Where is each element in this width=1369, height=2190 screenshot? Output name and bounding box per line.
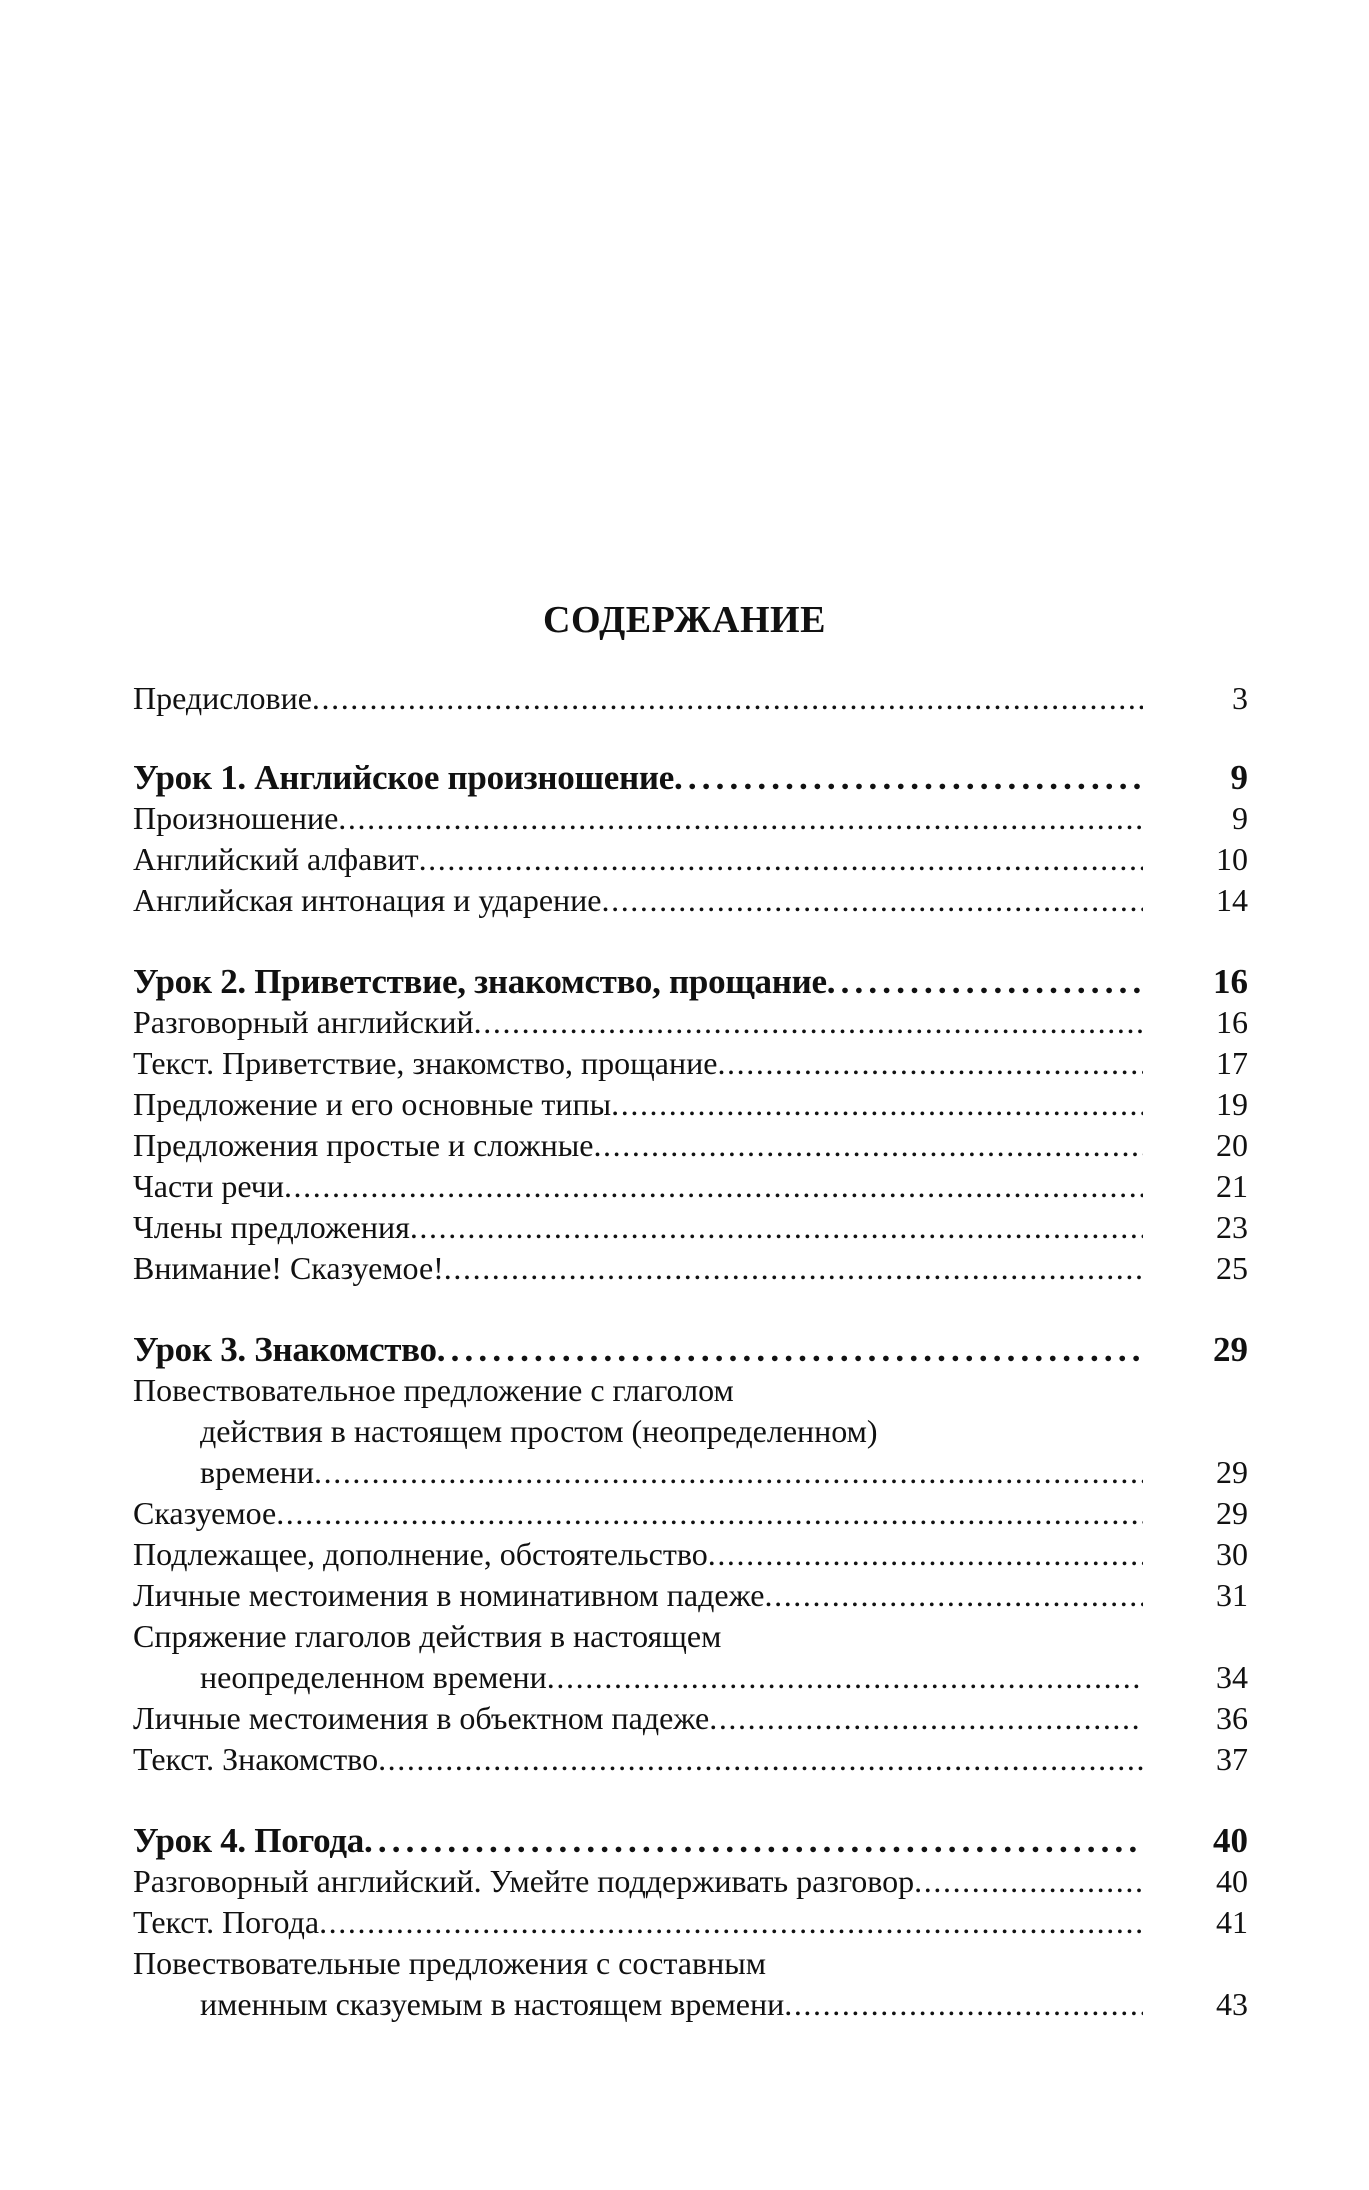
dot-leader xyxy=(319,1902,1143,1943)
toc-entry[interactable] xyxy=(133,1002,1248,1043)
toc-entry[interactable] xyxy=(133,1657,1248,1698)
toc-title: СОДЕРЖАНИЕ xyxy=(543,599,826,641)
toc-entry[interactable] xyxy=(133,1084,1248,1125)
toc-page-number: 17 xyxy=(1216,1045,1248,1081)
dot-leader xyxy=(410,1207,1143,1248)
dot-leader xyxy=(709,1698,1143,1739)
toc-lesson-label: Урок 1. Английское произношение xyxy=(133,758,674,797)
dot-leader xyxy=(602,880,1144,921)
toc-entry-label: Части речи xyxy=(133,1168,284,1204)
dot-leader xyxy=(717,1043,1143,1084)
toc-page-number: 40 xyxy=(1216,1863,1248,1899)
toc-entry-preface[interactable] xyxy=(133,678,1248,719)
toc-page-number: 29 xyxy=(1216,1454,1248,1490)
toc-lesson-label: Урок 3. Знакомство xyxy=(133,1330,437,1369)
toc-page-number: 29 xyxy=(1216,1495,1248,1531)
toc-page-number: 14 xyxy=(1216,882,1248,918)
dot-leader xyxy=(547,1657,1143,1698)
toc-entry-label: Разговорный английский xyxy=(133,1004,474,1040)
dot-leader xyxy=(674,757,1143,798)
toc-entry-label: Сказуемое xyxy=(133,1495,277,1531)
dot-leader xyxy=(276,1493,1143,1534)
dot-leader xyxy=(827,961,1143,1002)
toc-entry[interactable] xyxy=(133,1043,1248,1084)
toc-entry[interactable] xyxy=(133,798,1248,839)
toc-entry-label: Текст. Погода xyxy=(133,1904,320,1940)
dot-leader xyxy=(444,1248,1143,1289)
toc-entry[interactable] xyxy=(133,1575,1248,1616)
toc-entry-line[interactable] xyxy=(133,1943,1248,1984)
dot-leader xyxy=(765,1575,1144,1616)
toc-entry[interactable] xyxy=(133,1984,1248,2025)
dot-leader xyxy=(419,839,1143,880)
toc-entry[interactable] xyxy=(133,1739,1248,1780)
toc-entry[interactable] xyxy=(133,1698,1248,1739)
toc-entry-label: Предложения простые и сложные xyxy=(133,1127,594,1163)
toc-page-number: 37 xyxy=(1216,1741,1248,1777)
toc-entry-label: Английская интонация и ударение xyxy=(133,882,602,918)
toc-lesson-label: Урок 4. Погода xyxy=(133,1821,364,1860)
toc-entry-label: Разговорный английский. Умейте поддерживать разговор xyxy=(133,1863,915,1899)
toc-lesson-3[interactable] xyxy=(133,1329,1248,1370)
toc-entry-label: Подлежащее, дополнение, обстоятельство xyxy=(133,1536,708,1572)
toc-entry-label: Повествовательные предложения с составным xyxy=(133,1945,766,1981)
toc-page-number: 16 xyxy=(1216,1004,1248,1040)
toc-lesson-label: Урок 2. Приветствие, знакомство, прощание xyxy=(133,962,827,1001)
toc-entry[interactable] xyxy=(133,1452,1248,1493)
dot-leader xyxy=(593,1125,1143,1166)
toc-entry[interactable] xyxy=(133,1207,1248,1248)
toc-page-number: 20 xyxy=(1216,1127,1248,1163)
dot-leader xyxy=(437,1329,1143,1370)
toc-page-number: 43 xyxy=(1216,1986,1248,2022)
toc-page-number: 23 xyxy=(1216,1209,1248,1245)
toc-page-number: 21 xyxy=(1216,1168,1248,1204)
toc-entry-label: Текст. Приветствие, знакомство, прощание xyxy=(133,1045,718,1081)
toc-entry-line[interactable] xyxy=(133,1411,1248,1452)
toc-page-number: 9 xyxy=(1230,758,1248,797)
toc-entry[interactable] xyxy=(133,1902,1248,1943)
toc-entry-label: Члены предложения xyxy=(133,1209,410,1245)
toc-entry-label: Текст. Знакомство xyxy=(133,1741,379,1777)
toc-entry[interactable] xyxy=(133,839,1248,880)
toc-entry-line[interactable] xyxy=(133,1616,1248,1657)
toc-entry-label: Предисловие xyxy=(133,680,312,716)
toc-page-number: 16 xyxy=(1213,962,1248,1001)
dot-leader xyxy=(312,678,1143,719)
toc-page-number: 40 xyxy=(1213,1821,1248,1860)
dot-leader xyxy=(914,1861,1143,1902)
dot-leader xyxy=(784,1984,1143,2025)
toc-lesson-2[interactable] xyxy=(133,961,1248,1002)
toc-entry[interactable] xyxy=(133,880,1248,921)
toc-page-number: 3 xyxy=(1232,680,1248,716)
toc-entry-label: Личные местоимения в объектном падеже xyxy=(133,1700,710,1736)
toc-lesson-1[interactable] xyxy=(133,757,1248,798)
toc-entry-label: действия в настоящем простом (неопределенном) xyxy=(200,1413,878,1449)
toc-entry-line[interactable] xyxy=(133,1370,1248,1411)
toc-entry[interactable] xyxy=(133,1493,1248,1534)
dot-leader xyxy=(708,1534,1143,1575)
toc-entry-label: Английский алфавит xyxy=(133,841,419,877)
toc-entry[interactable] xyxy=(133,1248,1248,1289)
toc-entry-label: именным сказуемым в настоящем времени xyxy=(200,1986,785,2022)
dot-leader xyxy=(474,1002,1143,1043)
dot-leader xyxy=(378,1739,1143,1780)
dot-leader xyxy=(284,1166,1143,1207)
toc-page-number: 29 xyxy=(1213,1330,1248,1369)
toc-lesson-4[interactable] xyxy=(133,1820,1248,1861)
toc-page-number: 10 xyxy=(1216,841,1248,877)
toc-entry-label: Произношение xyxy=(133,800,339,836)
toc-page-number: 30 xyxy=(1216,1536,1248,1572)
toc-entry-label: Спряжение глаголов действия в настоящем xyxy=(133,1618,722,1654)
toc-page-number: 19 xyxy=(1216,1086,1248,1122)
toc-page-number: 36 xyxy=(1216,1700,1248,1736)
toc-page-number: 34 xyxy=(1216,1659,1248,1695)
toc-entry-label: Личные местоимения в номинативном падеже xyxy=(133,1577,765,1613)
dot-leader xyxy=(338,798,1143,839)
dot-leader xyxy=(364,1820,1143,1861)
toc-entry-label: времени xyxy=(200,1454,315,1490)
toc-entry[interactable] xyxy=(133,1534,1248,1575)
dot-leader xyxy=(611,1084,1143,1125)
toc-page-number: 31 xyxy=(1216,1577,1248,1613)
toc-entry[interactable] xyxy=(133,1125,1248,1166)
toc-entry[interactable] xyxy=(133,1166,1248,1207)
toc-entry[interactable] xyxy=(133,1861,1248,1902)
toc-entry-label: Внимание! Сказуемое! xyxy=(133,1250,444,1286)
toc-entry-label: Повествовательное предложение с глаголом xyxy=(133,1372,734,1408)
toc-page-number: 9 xyxy=(1232,800,1248,836)
toc-page-number: 25 xyxy=(1216,1250,1248,1286)
dot-leader xyxy=(314,1452,1143,1493)
toc-entry-label: неопределенном времени xyxy=(200,1659,547,1695)
toc-entry-label: Предложение и его основные типы xyxy=(133,1086,612,1122)
table-of-contents xyxy=(133,678,1248,2025)
toc-page-number: 41 xyxy=(1216,1904,1248,1940)
